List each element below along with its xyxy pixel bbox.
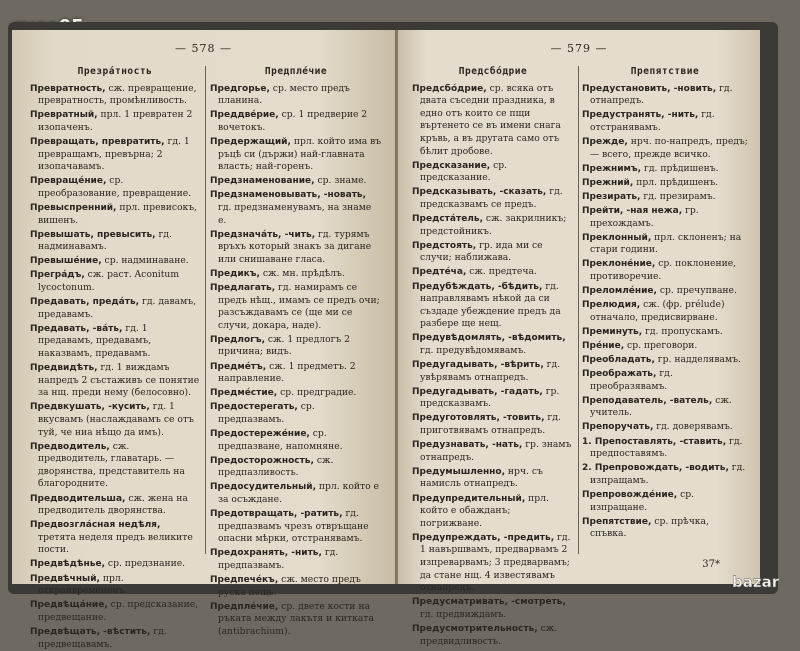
dictionary-entry bbox=[412, 466, 574, 491]
entry-definition: ср. прѣчка, спъвка. bbox=[590, 515, 709, 540]
entry-definition: гд. предпазвамъ чрезъ отвръщане опасни мѣрки, отстранявамъ. bbox=[218, 508, 369, 545]
entry-definition: прл. превисокъ, вишенъ. bbox=[38, 201, 198, 226]
column-header: Предплéчие bbox=[264, 66, 328, 77]
dictionary-entry bbox=[412, 412, 574, 437]
entry-headword: Предохранять, -нить, bbox=[210, 548, 322, 559]
entry-headword: Прéние, bbox=[582, 340, 625, 351]
dictionary-entry bbox=[412, 266, 574, 279]
entry-headword: Предтéча, bbox=[412, 267, 467, 278]
bazar-logo-icon bbox=[730, 566, 790, 596]
entry-headword: Презирать, bbox=[582, 191, 641, 202]
entry-headword: Предосторожность, bbox=[210, 455, 314, 466]
entry-headword: Прейти, -ная нежа, bbox=[582, 205, 683, 216]
entry-definition: ср. пречупване. bbox=[656, 285, 737, 296]
entry-headword: Превышéние, bbox=[30, 256, 102, 267]
entry-definition: гд. предсказвамъ се предъ. bbox=[420, 186, 563, 210]
dictionary-entry bbox=[582, 163, 748, 176]
dictionary-entry bbox=[210, 508, 382, 546]
entry-headword: Прегрáдъ, bbox=[30, 270, 85, 281]
dictionary-entry bbox=[210, 361, 382, 386]
right-column-1 bbox=[412, 66, 574, 647]
entry-headword: Предлогъ, bbox=[210, 334, 266, 345]
entry-headword: Предубѣждать, -бѣдить, bbox=[412, 281, 543, 292]
dictionary-entry bbox=[210, 109, 382, 134]
entry-definition: ср. предпазване, напомняне. bbox=[218, 428, 343, 452]
dictionary-entry bbox=[30, 441, 200, 491]
dictionary-entry bbox=[210, 401, 382, 426]
entry-definition: сж. учитель. bbox=[590, 394, 732, 419]
entry-headword: 2. Препровождать, -водить, bbox=[582, 463, 729, 474]
entry-definition: ср. поклонение, противоречие. bbox=[590, 258, 737, 282]
dictionary-entry bbox=[582, 354, 748, 367]
entry-definition: гд. отнапредъ. bbox=[590, 82, 733, 107]
entry-headword: Превращать, превратить, bbox=[30, 136, 165, 147]
entry-definition: сж. 1 предлогъ 2 причина; видъ. bbox=[218, 333, 351, 358]
column-header: Предсбóдрие bbox=[458, 66, 528, 77]
entry-headword: Прелюдия, bbox=[582, 300, 641, 311]
entry-headword: Предикъ, bbox=[210, 268, 260, 279]
entry-headword: Предавать, -вáть, bbox=[30, 323, 123, 334]
left-column-1 bbox=[30, 66, 200, 650]
entry-headword: Превратность, bbox=[30, 83, 106, 94]
dictionary-entry bbox=[582, 395, 748, 420]
dictionary-entry bbox=[412, 160, 574, 185]
dictionary-entry bbox=[210, 601, 382, 639]
entry-definition: гд. пропускамъ. bbox=[642, 325, 723, 337]
entry-definition: сж. предтеча. bbox=[466, 266, 537, 278]
dictionary-entry bbox=[582, 516, 748, 541]
page-number-left: — 578 — bbox=[175, 42, 232, 55]
entry-definition: сж. раст. Aconitum lycoctonum. bbox=[38, 269, 180, 293]
dictionary-entry bbox=[30, 519, 200, 557]
entry-definition: сж. мн. прѣдѣлъ. bbox=[259, 267, 345, 279]
entry-headword: Предзнаменовывать, -новать, bbox=[210, 190, 367, 201]
entry-headword: Преминуть, bbox=[582, 326, 643, 337]
dictionary-entry bbox=[210, 387, 382, 400]
dictionary-entry bbox=[412, 240, 574, 265]
entry-definition: сж. предводитель, главатарь. — дворянства, представитель на благородните. bbox=[38, 440, 185, 490]
entry-definition: ср. преобразование, превращение. bbox=[38, 175, 192, 199]
entry-definition: гд. отстранявамъ. bbox=[590, 109, 715, 133]
dictionary-entry bbox=[30, 558, 200, 571]
dictionary-entry bbox=[210, 175, 382, 188]
entry-definition: гд. 1 вкусвамъ (наслаждавамъ се отъ туй, че ниа нѣщо да имъ). bbox=[38, 401, 194, 438]
entry-headword: Прежний, bbox=[582, 177, 634, 188]
entry-definition: ср. предзнание. bbox=[105, 558, 186, 570]
entry-definition: гд. прѣдишенъ. bbox=[641, 162, 719, 174]
entry-definition: прл. който е обажданъ; погрижване. bbox=[420, 492, 549, 529]
entry-definition: прл. който е за осъждане. bbox=[218, 481, 379, 505]
entry-headword: Препятствие, bbox=[582, 516, 652, 527]
dictionary-entry bbox=[30, 296, 200, 321]
dictionary-entry bbox=[210, 189, 382, 227]
dictionary-entry bbox=[582, 285, 748, 298]
dictionary-entry bbox=[30, 493, 200, 518]
entry-definition: сж. предвидливость. bbox=[420, 622, 558, 647]
entry-definition: гд. преобразявамъ. bbox=[590, 368, 673, 392]
dictionary-entry bbox=[30, 136, 200, 174]
dictionary-entry bbox=[30, 83, 200, 108]
entry-headword: Предустановить, -новить, bbox=[582, 83, 717, 94]
entry-definition: гр. предсказвамъ. bbox=[420, 385, 560, 410]
dictionary-entry bbox=[210, 229, 382, 267]
dictionary-entry bbox=[582, 258, 748, 283]
left-page bbox=[12, 30, 395, 650]
entry-headword: Предвѣщáние, bbox=[30, 600, 108, 611]
entry-headword: Предзначáть, -чить, bbox=[210, 229, 316, 240]
entry-definition: гд. 1 предавамъ, предавамъ, наказвамъ, предавамъ. bbox=[38, 322, 152, 359]
entry-definition: гд. предувѣдомявамъ. bbox=[420, 344, 527, 356]
entry-definition: гд. направлявамъ нѣкой да си създаде убеждение предъ да разбере ще нещ. bbox=[420, 280, 561, 330]
entry-headword: Предавать, предáть, bbox=[30, 297, 140, 308]
dictionary-entry bbox=[30, 202, 200, 227]
dictionary-entry bbox=[30, 229, 200, 254]
entry-headword: Превращéние, bbox=[30, 176, 107, 187]
dictionary-entry bbox=[582, 489, 748, 514]
entry-headword: Предвѣчный, bbox=[30, 573, 100, 584]
entry-definition: ср. преговори. bbox=[624, 339, 698, 351]
entry-headword: Предплéчие, bbox=[210, 601, 279, 612]
signature-mark: 37* bbox=[702, 559, 720, 570]
dictionary-entry bbox=[412, 281, 574, 331]
entry-definition: прл. прѣдишенъ. bbox=[633, 176, 719, 188]
entry-headword: Предсказывать, -сказать, bbox=[412, 187, 547, 198]
entry-headword: Предугадывать, -вѣрить, bbox=[412, 360, 544, 371]
entry-definition: ср. 1 предверие 2 вочетокъ. bbox=[218, 109, 368, 133]
entry-definition: сж. 1 предметъ. 2 направление. bbox=[218, 360, 356, 385]
entry-definition: прл. склоненъ; на стари години. bbox=[590, 231, 742, 256]
entry-definition: ср. место предъ планина. bbox=[218, 82, 350, 107]
entry-headword: Преображать, bbox=[582, 369, 657, 380]
entry-headword: Предумышленно, bbox=[412, 466, 506, 477]
dictionary-entry bbox=[412, 83, 574, 159]
entry-headword: Превышать, превысить, bbox=[30, 229, 156, 240]
dictionary-entry bbox=[582, 436, 748, 461]
entry-definition: гр. надделявамъ. bbox=[654, 353, 741, 365]
dictionary-entry bbox=[582, 83, 748, 108]
dictionary-entry bbox=[582, 368, 748, 393]
entry-headword: Прежнимъ, bbox=[582, 163, 642, 174]
svg-text:bazar: bazar bbox=[732, 573, 780, 591]
entry-headword: Предувѣдомлять, -вѣдомить, bbox=[412, 333, 566, 344]
entry-headword: Предугадывать, -гадать, bbox=[412, 386, 543, 397]
dictionary-entry bbox=[412, 332, 574, 357]
entry-definition: гд. презирамъ. bbox=[640, 190, 716, 202]
dictionary-entry bbox=[582, 109, 748, 134]
entry-headword: 1. Препоставлять, -ставить, bbox=[582, 436, 727, 447]
dictionary-entry bbox=[30, 599, 200, 624]
entry-headword: Предвѣщать, -вѣстить, bbox=[30, 626, 151, 637]
entry-definition: нрч. по-напредъ, предъ; — всего, прежде всичко. bbox=[590, 135, 748, 160]
entry-definition: ср. надминаване. bbox=[101, 255, 189, 267]
entry-definition: сж. жена на предводитель дворянства. bbox=[38, 492, 188, 517]
entry-definition: гд. предвиждамъ. bbox=[420, 608, 507, 620]
entry-headword: Предостерегать, bbox=[210, 402, 298, 413]
entry-headword: Преобладать, bbox=[582, 354, 655, 365]
dictionary-entry bbox=[30, 573, 200, 598]
dictionary-entry bbox=[30, 255, 200, 268]
entry-headword: Преклонéние, bbox=[582, 259, 656, 270]
entry-definition: ср. изпращане. bbox=[590, 488, 695, 513]
entry-headword: Предуготовлять, -товить, bbox=[412, 413, 545, 424]
entry-definition: сж. (фр. prélude) отначало, предисвирване. bbox=[590, 299, 725, 323]
entry-definition: прл. 1 превратен 2 изопаченъ. bbox=[38, 109, 193, 133]
entry-headword: Превыспренний, bbox=[30, 202, 117, 213]
dictionary-entry bbox=[412, 213, 574, 238]
entry-definition: гд. намирамъ се предъ нѣщ., имамъ се предъ очи; разсъждавамъ се (ще ми се случи, докара, наде). bbox=[218, 282, 380, 331]
entry-headword: Предосудительный, bbox=[210, 482, 316, 493]
entry-definition: сж. предпазливость. bbox=[218, 454, 334, 479]
entry-headword: Предвѣдѣнье, bbox=[30, 559, 105, 570]
entry-headword: Предсказание, bbox=[412, 160, 491, 171]
entry-headword: Превратный, bbox=[30, 110, 98, 121]
dictionary-entry bbox=[582, 299, 748, 324]
dictionary-entry bbox=[582, 191, 748, 204]
dictionary-entry bbox=[30, 269, 200, 294]
dictionary-entry bbox=[30, 626, 200, 651]
entry-headword: Препоручать, bbox=[582, 422, 654, 433]
entry-definition: гд. турямъ връхъ который знакъ за дигане или снишаване гласа. bbox=[218, 228, 372, 265]
entry-headword: Предустранять, -нить, bbox=[582, 110, 699, 121]
dictionary-entry bbox=[412, 386, 574, 411]
dictionary-entry bbox=[582, 421, 748, 434]
entry-definition: гр. ида ми се случи; наближава. bbox=[420, 239, 543, 264]
entry-definition: гд. приготвявамъ отнапредъ. bbox=[420, 412, 561, 437]
entry-definition: сж. место предъ руска пещь. bbox=[218, 574, 361, 598]
column-header: Презрáтность bbox=[77, 66, 153, 77]
entry-headword: Предстáтель, bbox=[412, 214, 483, 225]
dictionary-entry bbox=[412, 532, 574, 595]
entry-definition: ср. предсказание. bbox=[420, 159, 508, 184]
entry-headword: Предмéстие, bbox=[210, 388, 278, 399]
entry-definition: гд. предзнаменувамъ, на знаме е. bbox=[218, 201, 372, 226]
dictionary-entry bbox=[582, 462, 748, 487]
entry-headword: Предводительша, bbox=[30, 493, 126, 504]
dictionary-entry bbox=[412, 439, 574, 464]
entry-definition: гд. предпазвамъ. bbox=[218, 547, 339, 571]
entry-headword: Предпечéкъ, bbox=[210, 575, 279, 586]
dictionary-entry bbox=[30, 109, 200, 134]
entry-definition: гд. изпращамъ. bbox=[590, 462, 746, 486]
entry-headword: Предсбóдрие, bbox=[412, 83, 487, 94]
entry-headword: Предстоять, bbox=[412, 240, 477, 251]
dictionary-entry bbox=[30, 323, 200, 361]
column-header: Препятствие bbox=[630, 66, 700, 77]
entry-headword: Предержащий, bbox=[210, 136, 291, 147]
dictionary-entry bbox=[210, 334, 382, 359]
entry-headword: Предузнавать, -нать, bbox=[412, 440, 523, 451]
dictionary-entry bbox=[210, 282, 382, 332]
entry-definition: прл. който има въ ръцѣ си (държи) най-главната власть; най-горенъ. bbox=[218, 135, 382, 173]
dictionary-entry bbox=[210, 547, 382, 572]
dictionary-entry bbox=[412, 596, 574, 621]
entry-definition: ср. всяка отъ двата съседни праздника, в едно отъ които се пщи въртенето се въ имени снага кръвь, а въ другата само отъ бѣлит дробове. bbox=[420, 82, 561, 157]
dictionary-entry bbox=[210, 136, 382, 174]
entry-definition: гд. 1 виждамъ напредъ 2 състаживъ се понятие за нщ. преди нему (белосовно). bbox=[38, 362, 200, 399]
entry-headword: Предусмотрительность, bbox=[412, 623, 538, 634]
dictionary-entry bbox=[210, 455, 382, 480]
left-column-2 bbox=[210, 66, 382, 637]
entry-headword: Преклонный, bbox=[582, 232, 652, 243]
entry-definition: гд. надминавамъ. bbox=[38, 228, 172, 253]
entry-headword: Предусматривать, -смотреть, bbox=[412, 597, 566, 608]
dictionary-entry bbox=[210, 481, 382, 506]
entry-definition: гд. предпоставямъ. bbox=[590, 435, 743, 460]
entry-definition: ср. предсказание, предвещание. bbox=[38, 599, 199, 623]
column-rule bbox=[578, 66, 579, 554]
dictionary-entry bbox=[412, 186, 574, 211]
entry-definition: гр. прехождамъ. bbox=[590, 204, 699, 229]
entry-headword: Предмéтъ, bbox=[210, 361, 267, 372]
entry-definition: третята неделя предъ великите пости. bbox=[38, 531, 193, 556]
right-column-2 bbox=[582, 66, 748, 580]
entry-definition: гд. предвещавамъ. bbox=[38, 625, 167, 650]
entry-definition: нрч. съ намисль отнапредъ. bbox=[420, 465, 543, 490]
entry-headword: Преподаватель, -ватель, bbox=[582, 395, 713, 406]
dictionary-entry bbox=[210, 268, 382, 281]
entry-headword: Предостережéние, bbox=[210, 429, 310, 440]
entry-definition: гд. 1 превращамъ, превърна; 2 изопачавамъ. bbox=[38, 135, 190, 173]
dictionary-entry bbox=[210, 83, 382, 108]
dictionary-entry bbox=[582, 136, 748, 161]
entry-headword: Предотвращать, -ратить, bbox=[210, 509, 343, 520]
dictionary-entry bbox=[30, 175, 200, 200]
dictionary-entry bbox=[210, 574, 382, 599]
dictionary-entry bbox=[582, 232, 748, 257]
entry-headword: Предупреждать, -предить, bbox=[412, 532, 555, 543]
entry-definition: гр. знамъ отнапредъ. bbox=[420, 439, 572, 463]
entry-definition: ср. предградие. bbox=[277, 387, 357, 399]
dictionary-entry bbox=[210, 428, 382, 453]
entry-definition: ср. двете кости на ръката между лакътя и китката (antibrachium). bbox=[218, 600, 374, 637]
entry-headword: Предводитель, bbox=[30, 441, 110, 452]
entry-headword: Прежде, bbox=[582, 136, 628, 147]
dictionary-entry bbox=[30, 401, 200, 439]
entry-definition: сж. закрилникъ; предстойникъ. bbox=[420, 213, 567, 237]
entry-headword: Предупредительный, bbox=[412, 493, 526, 504]
entry-definition: гд. увѣрявамъ отнапредъ. bbox=[420, 359, 561, 383]
entry-definition: гд. давамъ, предавамъ. bbox=[38, 296, 197, 320]
entry-headword: Преддвéрие, bbox=[210, 110, 279, 121]
entry-definition: прл. откраѝвремененъ. bbox=[38, 572, 128, 597]
dictionary-entry bbox=[582, 340, 748, 353]
entry-definition: ср. знаме. bbox=[314, 175, 367, 187]
entry-definition: сж. превращение, превратность, промѣнливость. bbox=[38, 82, 197, 107]
entry-headword: Преломлéние, bbox=[582, 286, 657, 296]
dictionary-entry bbox=[412, 623, 574, 648]
entry-headword: Предвидѣть, bbox=[30, 363, 98, 374]
entry-definition: гд. доверявамъ. bbox=[653, 421, 733, 433]
dictionary-entry bbox=[412, 359, 574, 384]
entry-definition: ср. предпазвамъ. bbox=[218, 401, 315, 425]
entry-headword: Предлагать, bbox=[210, 283, 276, 293]
dictionary-entry bbox=[582, 177, 748, 190]
entry-headword: Препровождéние, bbox=[582, 489, 678, 500]
entry-headword: Предзнаменование, bbox=[210, 176, 315, 187]
page-number-right: — 579 — bbox=[550, 42, 608, 55]
entry-headword: Предвозглáсная недѣля, bbox=[30, 520, 161, 531]
dictionary-entry bbox=[582, 326, 748, 339]
entry-headword: Предвкушать, -кусить, bbox=[30, 402, 150, 413]
dictionary-entry bbox=[412, 493, 574, 531]
entry-headword: Предгорье, bbox=[210, 83, 270, 94]
column-rule bbox=[205, 66, 206, 554]
dictionary-entry bbox=[582, 205, 748, 230]
dictionary-entry bbox=[30, 362, 200, 400]
entry-definition: гд. 1 навършвамъ, предварвамъ 2 изпреварвамъ; 3 предварвамъ; да стане нщ. 4 известявамъ отнапредъ. bbox=[420, 531, 571, 594]
